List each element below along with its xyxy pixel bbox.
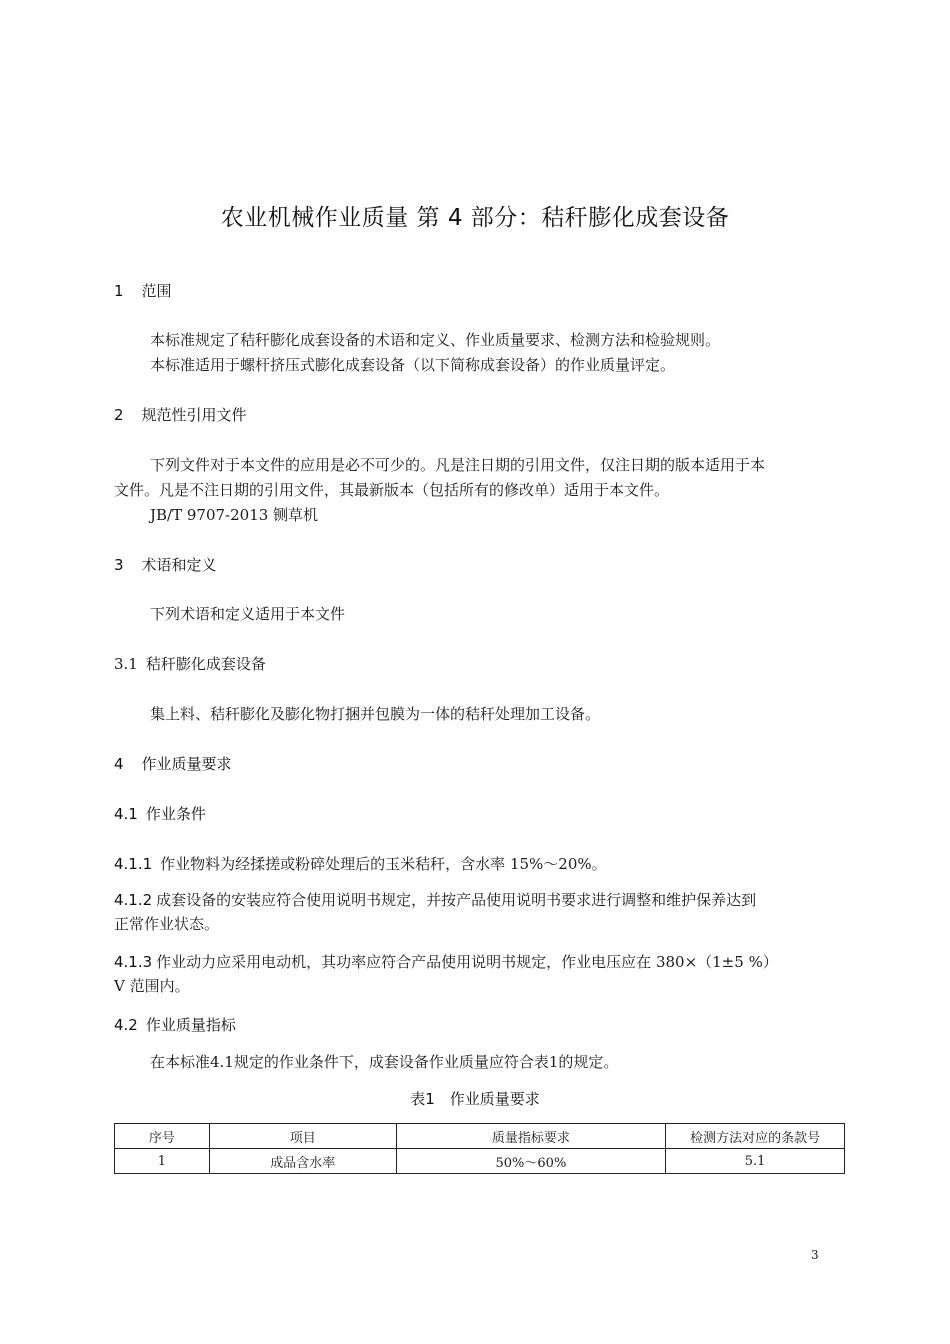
normative-reference: JB/T 9707-2013 铡草机 (150, 506, 319, 524)
clause-4-1-2 (114, 889, 756, 910)
table-caption: 表1 作业质量要求 (410, 1090, 540, 1108)
paragraph: 下列术语和定义适用于本文件 (150, 605, 346, 623)
term-name: 秸秆膨化成套设备 (145, 655, 266, 673)
clause-number: 4.1.2 (114, 891, 153, 909)
section-1-heading (114, 280, 172, 301)
section-number: 2 (114, 406, 124, 424)
section-number: 4 (114, 755, 124, 773)
page-title: 农业机械作业质量 第 4 部分：秸秆膨化成套设备 (220, 205, 730, 231)
section-number: 1 (114, 282, 124, 300)
section-title: 作业质量要求 (141, 755, 232, 773)
clause-number: 4.1.3 (114, 953, 153, 971)
term-3-1 (114, 653, 266, 674)
clause-text-line: V 范围内。 (114, 977, 190, 995)
table-header-cell: 序号 (115, 1124, 210, 1149)
quality-table (114, 1123, 845, 1174)
clause-text-line: 作业动力应采用电动机，其功率应符合产品使用说明书规定，作业电压应在 380×（1±5 %） (156, 953, 778, 971)
section-number: 3 (114, 556, 124, 574)
paragraph: 在本标准4.1规定的作业条件下，成套设备作业质量应符合表1的规定。 (150, 1053, 619, 1071)
table-row (115, 1149, 845, 1174)
section-title: 规范性引用文件 (141, 406, 247, 424)
clause-text: 作业物料为经揉搓或粉碎处理后的玉米秸秆，含水率 15%～20%。 (160, 855, 607, 873)
clause-text-line: 正常作业状态。 (114, 915, 220, 933)
section-title: 术语和定义 (141, 556, 217, 574)
section-3-heading (114, 554, 217, 575)
subsection-4-2-heading (114, 1014, 236, 1035)
subsection-4-1-heading (114, 803, 206, 824)
table-cell: 1 (115, 1149, 210, 1174)
section-title: 作业条件 (145, 805, 206, 823)
paragraph: 本标准规定了秸秆膨化成套设备的术语和定义、作业质量要求、检测方法和检验规则。 (150, 331, 721, 349)
paragraph-line: 下列文件对于本文件的应用是必不可少的。凡是注日期的引用文件，仅注日期的版本适用于本 (150, 456, 766, 474)
table-header-cell: 检测方法对应的条款号 (666, 1124, 845, 1149)
paragraph-line: 文件。凡是不注日期的引用文件，其最新版本（包括所有的修改单）适用于本文件。 (114, 481, 670, 499)
table-header-row (115, 1124, 845, 1149)
table-cell: 5.1 (666, 1149, 845, 1174)
section-number: 4.1 (114, 805, 138, 823)
paragraph: 本标准适用于螺杆挤压式膨化成套设备（以下简称成套设备）的作业质量评定。 (150, 356, 676, 374)
section-number: 4.2 (114, 1016, 138, 1034)
section-title: 范围 (141, 282, 172, 300)
section-2-heading (114, 404, 247, 425)
term-definition: 集上料、秸秆膨化及膨化物打捆并包膜为一体的秸秆处理加工设备。 (150, 705, 601, 723)
section-4-heading (114, 753, 232, 774)
table-header-cell: 质量指标要求 (396, 1124, 666, 1149)
table-cell: 成品含水率 (209, 1149, 396, 1174)
term-number: 3.1 (114, 655, 138, 673)
table-header-cell: 项目 (209, 1124, 396, 1149)
table-cell: 50%～60% (396, 1149, 666, 1174)
page-number: 3 (811, 1248, 819, 1262)
clause-text-line: 成套设备的安装应符合使用说明书规定，并按产品使用说明书要求进行调整和维护保养达到 (156, 891, 757, 909)
clause-number: 4.1.1 (114, 855, 153, 873)
clause-4-1-1 (114, 853, 607, 874)
section-title: 作业质量指标 (145, 1016, 236, 1034)
clause-4-1-3 (114, 951, 778, 972)
